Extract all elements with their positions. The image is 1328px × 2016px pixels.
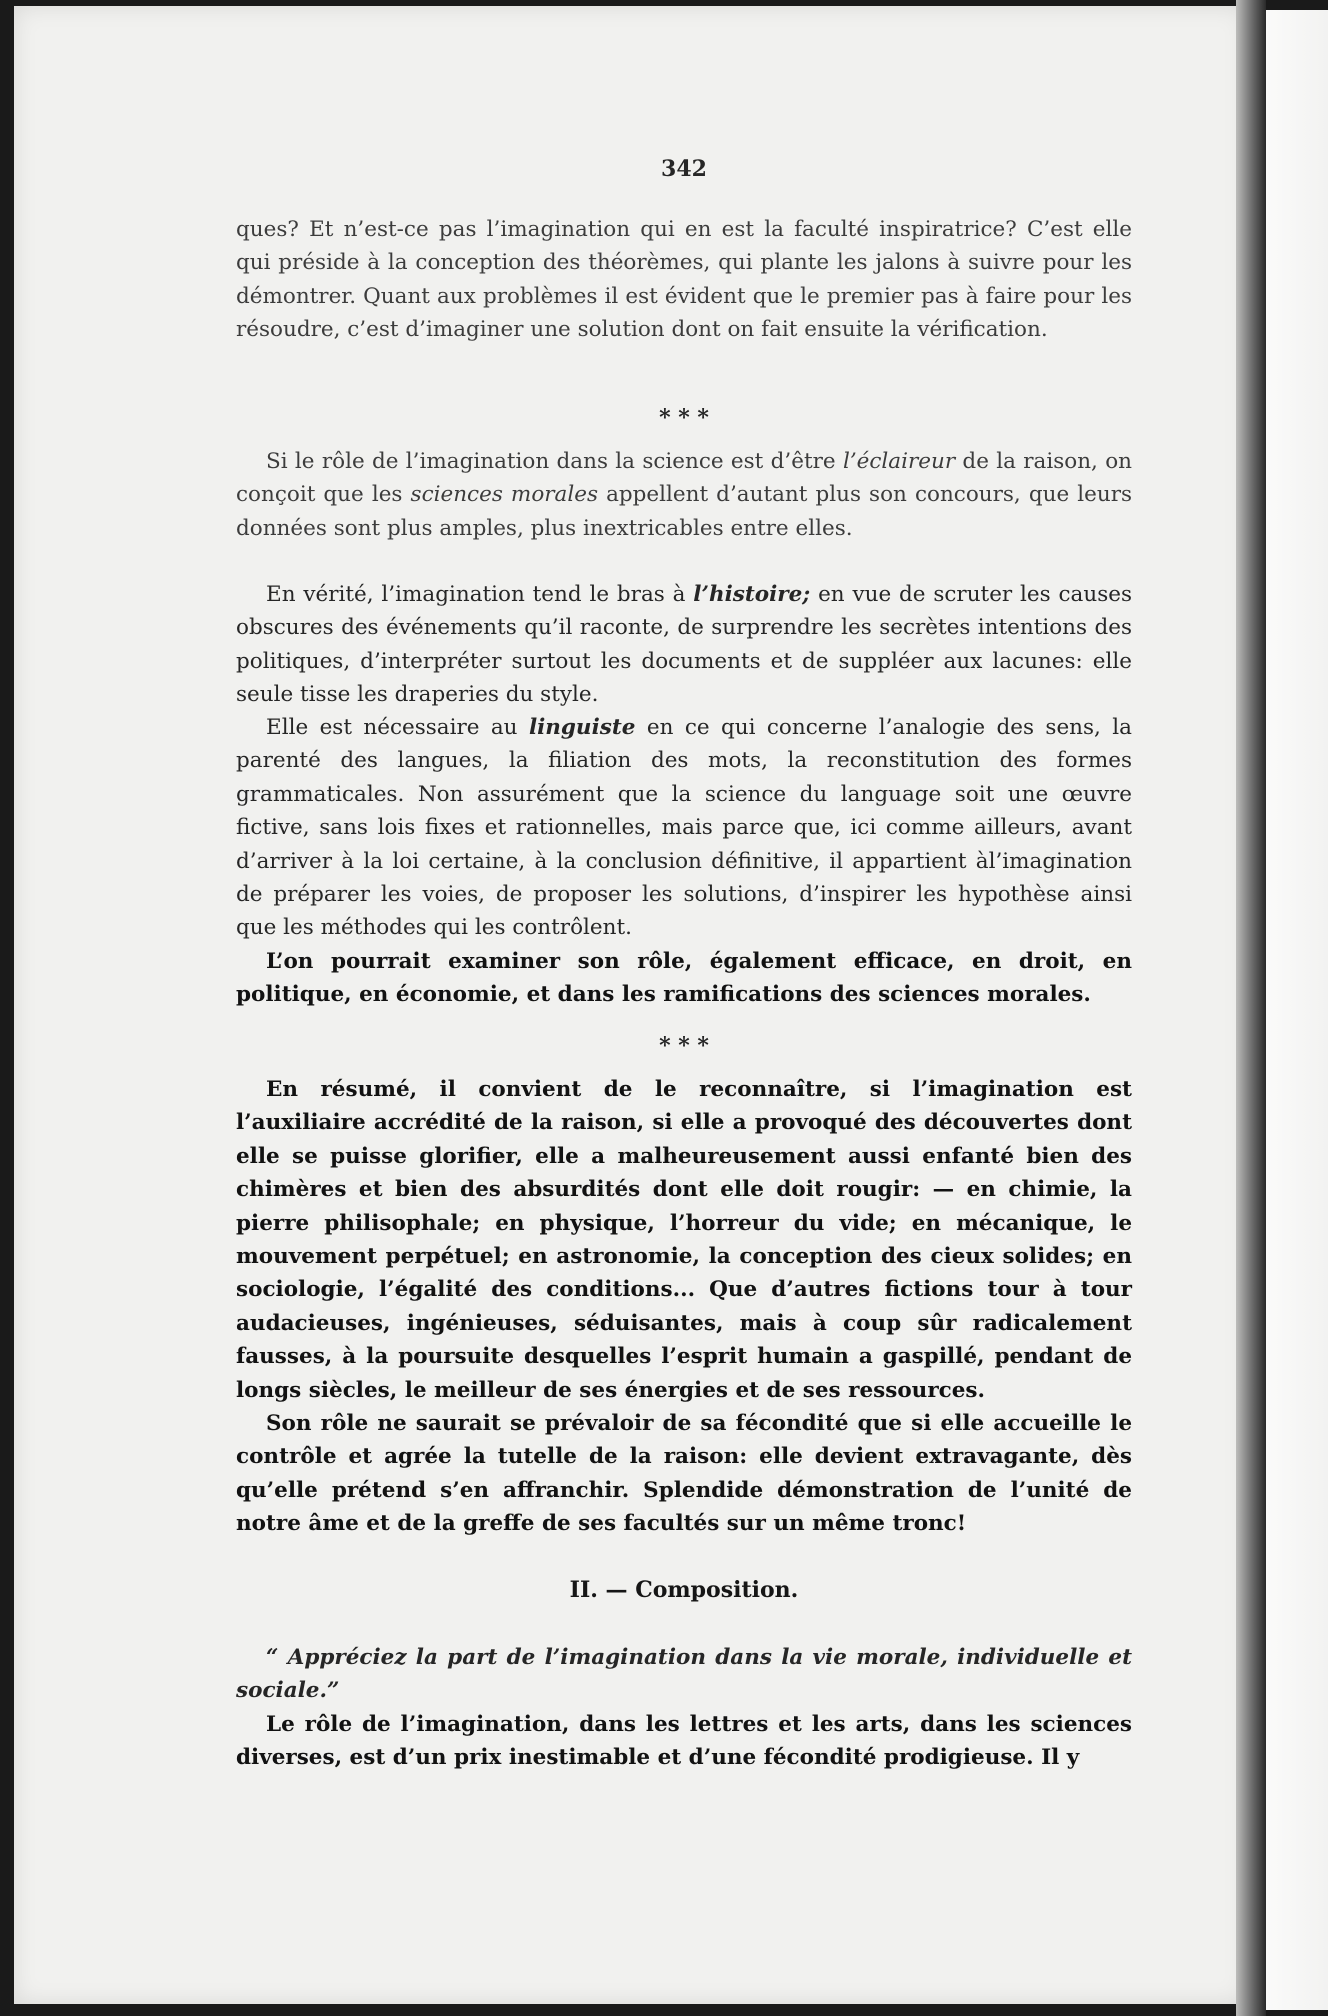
page-number: 342 bbox=[661, 156, 707, 182]
italic-term-histoire: l’histoire; bbox=[693, 582, 811, 607]
adjacent-page-edge bbox=[1266, 10, 1328, 2010]
section-separator-asterisks: * * * bbox=[659, 1033, 709, 1059]
book-gutter-shadow bbox=[1236, 0, 1266, 2016]
paragraph-summary: En résumé, il convient de le reconnaître, si l’imagination est l’auxiliaire accrédité de la raison, si elle a provoqué des découvertes dont elle se puisse glorifier, elle a malheureusement aussi enfanté bien des chimères et bien des absurdités dont elle doit rougir: — en chimie, la pierre philisophale; en physique, l’horreur du vide; en mécanique, le mouvement perpétuel; en astronomie, la conception des cieux solides; en sociologie, l’égalité des conditions... Que d’autres fictions tour à tour audacieuses, ingénieuses, séduisantes, mais à coup sûr radicalement fausses, à la poursuite desquelles l’esprit humain a gaspillé, pendant de longs siècles, le meilleur de ses énergies et de ses ressources. bbox=[236, 1077, 1132, 1403]
text-run: Elle est nécessaire au bbox=[266, 715, 529, 740]
text-run: en vue de scruter les causes obscures des événements qu’il raconte, de surprendre les secrètes intentions des politiques, d’interpréter surtout les documents et de suppléer aux lacunes: elle seule tisse les draperies du style. bbox=[236, 582, 1132, 708]
text-run: de la raison, on conçoit que les bbox=[236, 449, 1132, 508]
text-run: En vérité, l’imagination tend le bras à bbox=[266, 582, 694, 607]
paragraph-conclusion: Son rôle ne saurait se prévaloir de sa fécondité que si elle accueille le contrôle et agrée la tutelle de la raison: elle devient extravagante, dès qu’elle prétend s’en affranchir. Splendide démonstration de l’unité de notre âme et de la greffe de ses facultés sur un même tronc! bbox=[236, 1411, 1132, 1537]
composition-prompt: “ Appréciez la part de l’imagination dans la vie morale, individuelle et sociale.” bbox=[236, 1645, 1132, 1704]
text-run: appellent d’autant plus son concours, que leurs données sont plus amples, plus inextricables entre elles. bbox=[236, 482, 1133, 541]
paragraph-moral-sciences bbox=[236, 445, 1132, 545]
text-run: en ce qui concerne l’analogie des sens, la parenté des langues, la filiation des mots, la reconstitution des formes grammaticales. Non assurément que la science du language soit une œuvre fictive, sans lois fixes et rationnelles, mais parce que, ici comme ailleurs, avant d’arriver à la loi certaine, à la conclusion définitive, il appartient àl’imagination de préparer les voies, de proposer les solutions, d’inspirer les hypothèse ainsi que les méthodes qui les contrôlent. bbox=[236, 715, 1132, 941]
book-page bbox=[14, 6, 1246, 2004]
paragraph-history bbox=[236, 578, 1132, 712]
paragraph-linguist bbox=[236, 711, 1132, 945]
text-run: Si le rôle de l’imagination dans la science est d’être bbox=[266, 449, 843, 474]
italic-term-eclaireur: l’éclaireur bbox=[842, 449, 956, 474]
section-heading: II. — Composition. bbox=[569, 1577, 799, 1603]
paragraph-composition-start: Le rôle de l’imagination, dans les lettres et les arts, dans les sciences diverses, est d’un prix inestimable et d’une fécondité prodigieuse. Il y bbox=[236, 1712, 1132, 1771]
italic-term-linguiste: linguiste bbox=[528, 715, 636, 740]
section-separator-asterisks: * * * bbox=[659, 405, 709, 431]
italic-term-sciences-morales: sciences morales bbox=[410, 482, 598, 508]
paragraph-geometry-end: ques? Et n’est-ce pas l’imagination qui en est la faculté inspiratrice? C’est elle qui préside à la conception des théorèmes, qui plante les jalons à suivre pour les démontrer. Quant aux problèmes il est évident que le premier pas à faire pour les résoudre, c’est d’imaginer une solution dont on fait ensuite la vérification. bbox=[236, 217, 1132, 343]
paragraph-law-politics: L’on pourrait examiner son rôle, également efficace, en droit, en politique, en économie, et dans les ramifications des sciences morales. bbox=[236, 949, 1132, 1008]
